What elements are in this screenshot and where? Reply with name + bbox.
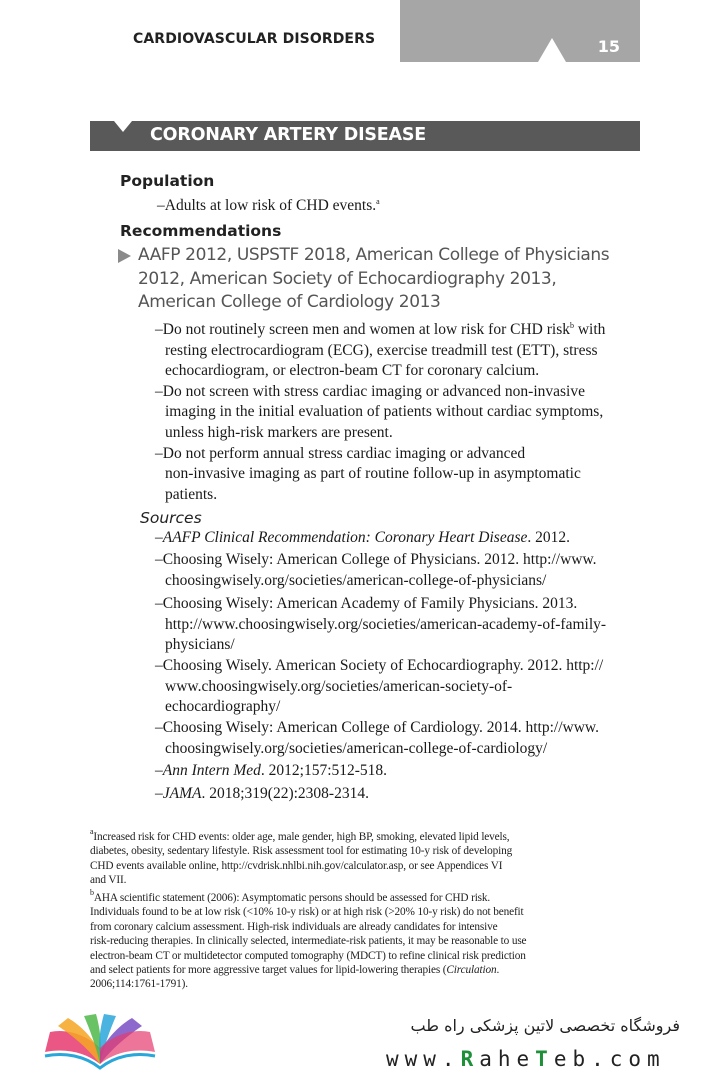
source-item-4-line-3: echocardiography/ (165, 698, 281, 716)
footnote-ref-a: a (376, 197, 380, 206)
source-item-3-line-3: physicians/ (165, 636, 235, 654)
guideline-line: 2012, American Society of Echocardiography 2013, (138, 268, 557, 289)
guideline-line: AAFP 2012, USPSTF 2018, American College of Physicians (138, 245, 610, 265)
footnote-text: and select patients for more aggressive target values for lipid-lowering therapies ( (90, 964, 447, 977)
tab-notch (538, 38, 566, 62)
footnote-b-line: risk-reducing therapies. In clinically selected, intermediate-risk patients, it may be reasonable to use (90, 935, 527, 948)
footnote-marker-b: b (90, 888, 94, 897)
footnote-b-line: electron-beam CT or multidetector computed tomography (MDCT) to refine clinical risk prediction (90, 949, 526, 962)
store-name: فروشگاه تخصصی لاتین پزشکی راه طب (410, 1016, 680, 1035)
source-item-2-line-2: choosingwisely.org/societies/american-college-of-physicians/ (165, 571, 547, 589)
recommendation-item-1-line-2: resting electrocardiogram (ECG), exercise treadmill test (ETT), stress (165, 341, 598, 359)
population-item (157, 196, 380, 217)
sources-heading: Sources (140, 509, 202, 527)
source-item-1: –AAFP Clinical Recommendation: Coronary Heart Disease. 2012. (155, 529, 570, 546)
population-item-text: –Adults at low risk of CHD events. (157, 197, 377, 214)
guideline-line: American College of Cardiology 2013 (138, 292, 441, 312)
footnote-b-line: 2006;114:1761-1791). (90, 978, 188, 991)
footnote-text: . (496, 964, 500, 977)
source-item-4-line-1: –Choosing Wisely. American Society of Echocardiography. 2012. http:// (155, 657, 604, 674)
source-item-5-line-2: choosingwisely.org/societies/american-college-of-cardiology/ (165, 739, 548, 757)
footnote-a-line: and VII. (90, 874, 127, 887)
section-title: CORONARY ARTERY DISEASE (150, 125, 427, 145)
footnote-a-line (90, 827, 650, 844)
store-url (386, 1047, 666, 1071)
source-item-7: –JAMA. 2018;319(22):2308-2314. (155, 785, 369, 802)
source-text: . 2012;157:512-518. (260, 762, 388, 779)
source-italic-title: Ann Intern Med (162, 762, 261, 779)
recommendation-item-1-line-1 (155, 320, 605, 341)
url-accent: T (535, 1047, 554, 1071)
guideline-sources-block (118, 244, 628, 315)
source-item-6: –Ann Intern Med. 2012;157:512-518. (155, 762, 388, 779)
source-text: . 2012. (527, 529, 570, 546)
footnote-journal: Circulation (446, 964, 497, 977)
footnote-b-line (90, 888, 650, 905)
recommendation-item-2-line-2: imaging in the initial evaluation of patients without cardiac symptoms, (165, 403, 604, 421)
page-number-tab (400, 0, 640, 62)
recommendations-heading: Recommendations (120, 222, 282, 240)
url-part: eb (553, 1047, 592, 1071)
source-text: . 2018;319(22):2308-2314. (201, 785, 369, 802)
footnote-text: Increased risk for CHD events: older age, male gender, high BP, smoking, elevated lipid levels, (93, 831, 510, 843)
source-italic-title: AAFP Clinical Recommendation: Coronary Heart Disease (162, 529, 528, 546)
footnote-a-line: diabetes, obesity, sedentary lifestyle. Risk assessment tool for estimating 10-y risk of developing (90, 845, 513, 858)
footnote-a (90, 827, 650, 888)
footnote-text: AHA scientific statement (2006): Asymptomatic persons should be assessed for CHD risk. (93, 892, 491, 904)
footnote-b (90, 888, 650, 992)
triangle-bullet-icon (118, 249, 131, 263)
footnote-b-line: Individuals found to be at low risk (<10% 10-y risk) or at high risk (>20% 10-y risk) do not benefit (90, 906, 524, 919)
page-number: 15 (597, 37, 620, 56)
rec-text: –Do not routinely screen men and women at low risk for CHD risk (155, 321, 570, 338)
source-item-4-line-2: www.choosingwisely.org/societies/american-society-of- (165, 677, 513, 695)
running-head-title: CARDIOVASCULAR DISORDERS (133, 31, 376, 47)
recommendation-item-3-line-2: non-invasive imaging as part of routine follow-up in asymptomatic (165, 465, 581, 483)
source-italic-title: JAMA (162, 785, 202, 802)
footnote-ref-b: b (569, 321, 574, 330)
footnote-b-line: from coronary calcium assessment. High-risk individuals are already candidates for intensive (90, 920, 498, 933)
source-item-3-line-1: –Choosing Wisely: American Academy of Family Physicians. 2013. (155, 595, 578, 612)
url-part: www. (386, 1047, 461, 1071)
population-heading: Population (120, 172, 215, 190)
source-item-2-line-1: –Choosing Wisely: American College of Physicians. 2012. http://www. (155, 551, 597, 568)
recommendation-item-2-line-3: unless high-risk markers are present. (165, 424, 393, 441)
footnote-a-line: CHD events available online, http://cvdrisk.nhlbi.nih.gov/calculator.asp, or see Appendices VI (90, 859, 503, 872)
section-title-bar (90, 121, 640, 151)
rec-text: with (573, 321, 606, 338)
recommendation-item-3-line-3: patients. (165, 485, 218, 503)
url-part: ahe (479, 1047, 536, 1071)
open-book-logo-icon (40, 1012, 160, 1072)
recommendation-item-3-line-1: –Do not perform annual stress cardiac imaging or advanced (155, 444, 526, 462)
url-accent: R (460, 1047, 480, 1071)
source-item-5-line-1: –Choosing Wisely: American College of Cardiology. 2014. http://www. (155, 719, 599, 736)
source-item-3-line-2: http://www.choosingwisely.org/societies/american-academy-of-family- (165, 615, 607, 633)
url-part: .com (591, 1047, 666, 1071)
recommendation-item-2-line-1: –Do not screen with stress cardiac imaging or advanced non-invasive (155, 382, 585, 400)
footnote-marker-a: a (90, 827, 94, 836)
footnote-b-line (90, 963, 650, 977)
section-bar-notch (114, 121, 132, 132)
recommendation-item-1-line-3: echocardiogram, or electron-beam CT for coronary calcium. (165, 362, 540, 380)
